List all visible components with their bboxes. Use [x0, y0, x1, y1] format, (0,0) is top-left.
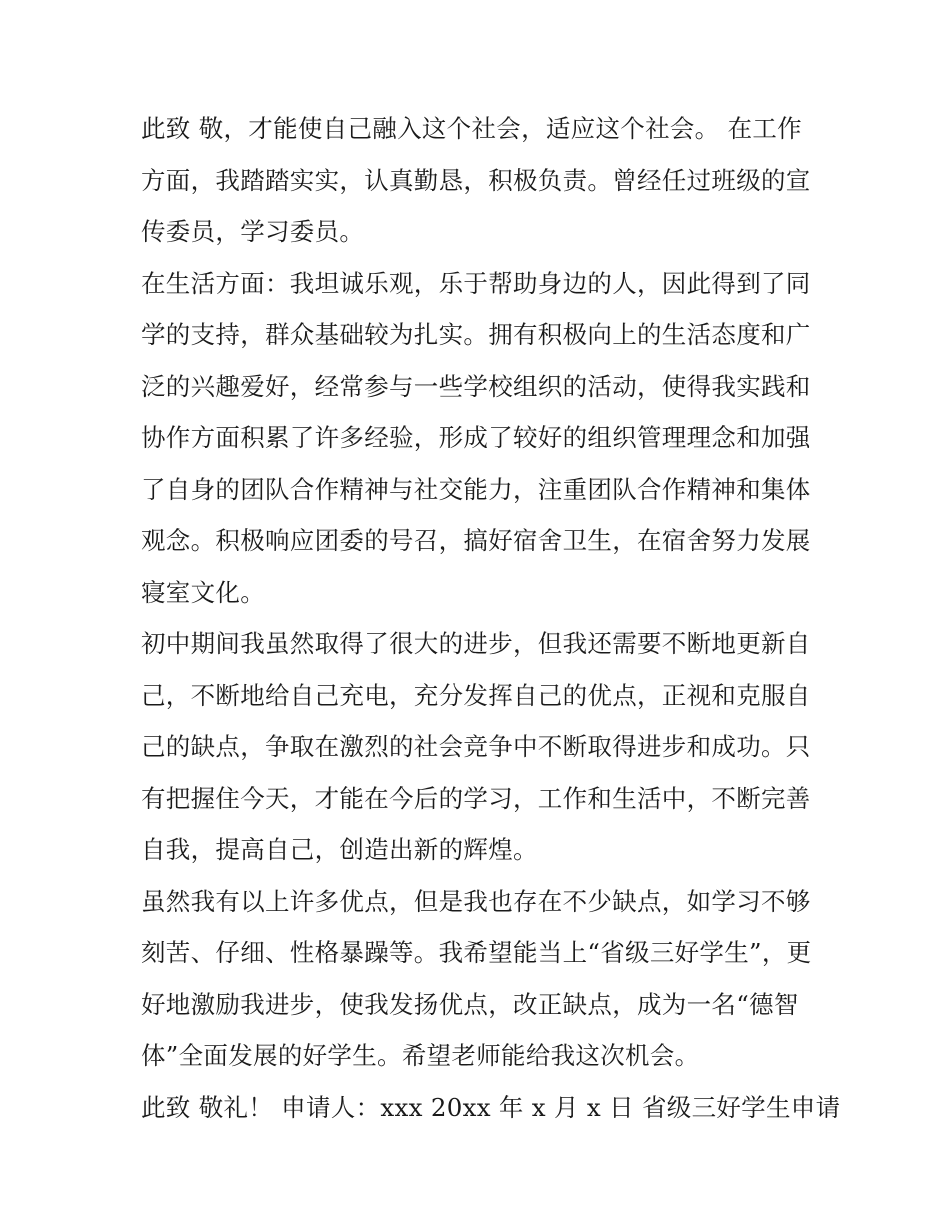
- closing-line: 此致 敬礼！ 申请人：xxx 20xx 年 x 月 x 日 省级三好学生申请: [141, 1092, 841, 1122]
- text-line: 协作方面积累了许多经验，形成了较好的组织管理理念和加强: [141, 423, 811, 452]
- text-line: 观念。积极响应团委的号召，搞好宿舍卫生，在宿舍努力发展: [141, 526, 811, 555]
- text-line: 在生活方面：我坦诚乐观，乐于帮助身边的人，因此得到了同: [141, 268, 811, 298]
- text-line: 体”全面发展的好学生。希望老师能给我这次机会。: [141, 1041, 700, 1070]
- text-line: 方面，我踏踏实实，认真勤恳，积极负责。曾经任过班级的宣: [141, 165, 811, 195]
- document-body: [141, 103, 841, 1133]
- text-line: 了自身的团队合作精神与社交能力，注重团队合作精神和集体: [141, 474, 811, 504]
- text-line: 虽然我有以上许多优点，但是我也存在不少缺点，如学习不够: [141, 886, 811, 916]
- text-line: 泛的兴趣爱好，经常参与一些学校组织的活动，使得我实践和: [141, 371, 811, 401]
- text-line: 自我，提高自己，创造出新的辉煌。: [141, 835, 538, 864]
- text-line: 学的支持，群众基础较为扎实。拥有积极向上的生活态度和广: [141, 320, 811, 349]
- text-line: 好地激励我进步，使我发扬优点，改正缺点，成为一名“德智: [141, 989, 799, 1019]
- text-line: 初中期间我虽然取得了很大的进步，但我还需要不断地更新自: [141, 629, 811, 658]
- text-line: 寝室文化。: [141, 577, 265, 607]
- text-line: 有把握住今天，才能在今后的学习，工作和生活中，不断完善: [141, 783, 811, 813]
- text-line: 传委员，学习委员。: [141, 217, 365, 246]
- text-line: 己，不断地给自己充电，充分发挥自己的优点，正视和克服自: [141, 680, 811, 710]
- text-line: 此致 敬，才能使自己融入这个社会，适应这个社会。 在工作: [141, 114, 802, 143]
- text-line: 己的缺点，争取在激烈的社会竞争中不断取得进步和成功。只: [141, 732, 811, 761]
- text-line: 刻苦、仔细、性格暴躁等。我希望能当上“省级三好学生”，更: [141, 938, 812, 967]
